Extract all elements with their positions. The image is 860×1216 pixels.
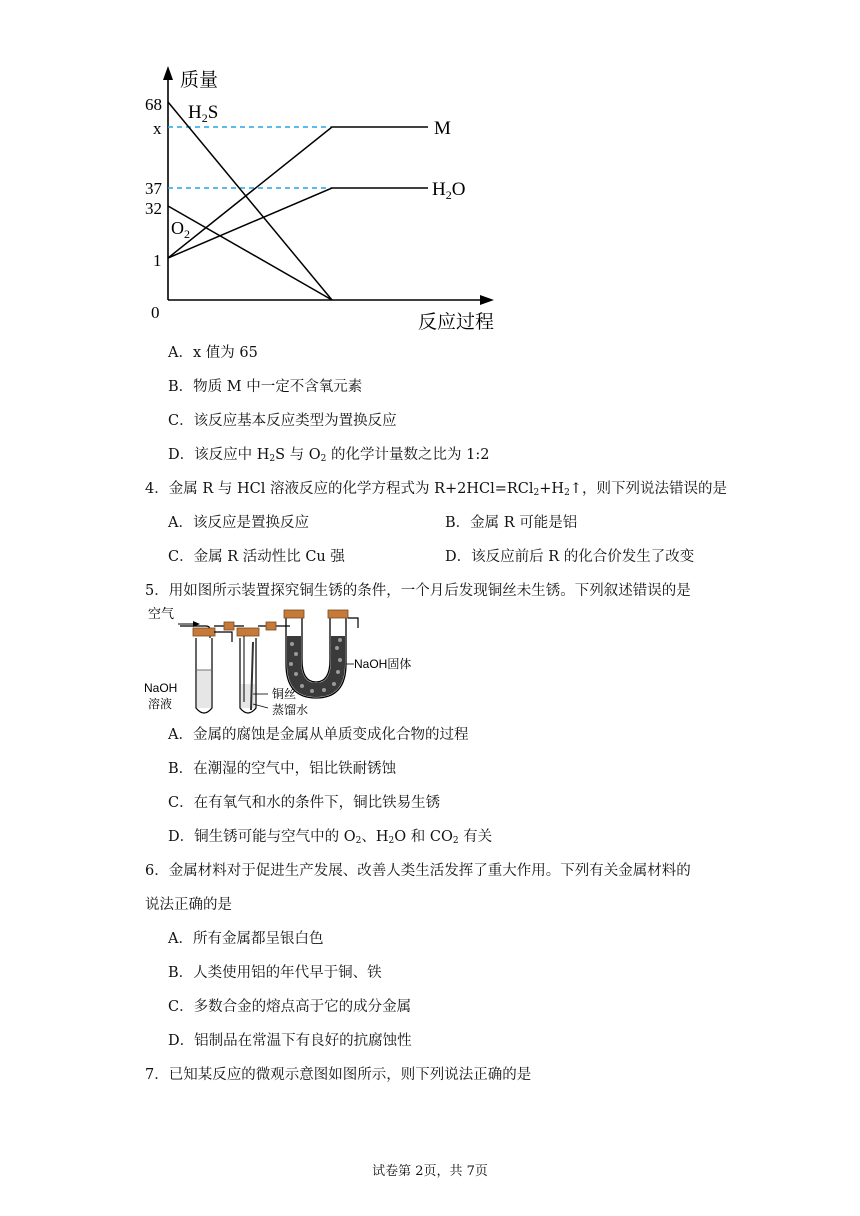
page-footer: 试卷第 2页，共 7页 bbox=[372, 1164, 488, 1179]
mass-reaction-chart bbox=[0, 0, 520, 340]
y-tick-68: 68 bbox=[145, 95, 162, 114]
y-tick-x: x bbox=[153, 119, 162, 138]
label-naoh-solution-1: NaOH bbox=[144, 681, 178, 695]
label-distilled-water: 蒸馏水 bbox=[272, 703, 309, 717]
label-naoh-solid: NaOH固体 bbox=[354, 657, 412, 671]
label-h2s: $H_2S$ bbox=[188, 102, 219, 125]
label-naoh-solution-2: 溶液 bbox=[148, 697, 173, 711]
label-air: 空气 bbox=[148, 606, 175, 621]
y-axis-arrow bbox=[163, 66, 173, 80]
q3-option-a: A．x 值为 65 bbox=[168, 345, 258, 361]
q3-option-d: D．该反应中 $H_2S$ 与 $O_2$ 的化学计量数之比为 1:2 bbox=[168, 447, 490, 464]
y-axis-title: 质量 bbox=[180, 70, 219, 91]
series-o2-line bbox=[168, 206, 332, 300]
series-h2s-line bbox=[168, 102, 332, 300]
y-tick-1: 1 bbox=[153, 251, 162, 270]
q4-option-c: C．金属 R 活动性比 Cu 强 bbox=[168, 549, 345, 565]
q6-option-b: B．人类使用铝的年代早于铜、铁 bbox=[168, 965, 382, 981]
q5-option-b: B．在潮湿的空气中，铝比铁耐锈蚀 bbox=[168, 761, 397, 777]
y-tick-37: 37 bbox=[145, 179, 162, 198]
q6-stem-line1: 6．金属材料对于促进生产发展、改善人类生活发挥了重大作用。下列有关金属材料的 bbox=[145, 863, 691, 879]
q4-stem: 4．金属 R 与 HCl 溶液反应的化学方程式为 $R+2HCl=RCl_2+H_2↑$，则下列说法错误的是 bbox=[145, 481, 727, 498]
q5-option-a: A．金属的腐蚀是金属从单质变成化合物的过程 bbox=[168, 727, 469, 743]
q7-stem: 7．已知某反应的微观示意图如图所示，则下列说法正确的是 bbox=[145, 1067, 532, 1083]
series-h2o-line bbox=[168, 188, 428, 258]
y-tick-0: 0 bbox=[151, 303, 160, 322]
q6-option-c: C．多数合金的熔点高于它的成分金属 bbox=[168, 999, 412, 1015]
q3-option-b: B．物质 M 中一定不含氧元素 bbox=[168, 379, 363, 395]
q6-option-a: A．所有金属都呈银白色 bbox=[168, 931, 324, 947]
q6-stem-line2: 说法正确的是 bbox=[145, 897, 232, 913]
q4-option-a: A．该反应是置换反应 bbox=[168, 515, 309, 531]
q4-option-b: B．金属 R 可能是铝 bbox=[445, 515, 578, 531]
q6-option-d: D．铝制品在常温下有良好的抗腐蚀性 bbox=[168, 1033, 412, 1049]
series-m-line bbox=[168, 127, 428, 258]
label-copper-wire: 铜丝 bbox=[272, 687, 297, 701]
q5-option-d: D．铜生锈可能与空气中的 $O_2$、$H_2O$ 和 $CO_2$ 有关 bbox=[168, 829, 493, 846]
label-h2o: $H_2O$ bbox=[432, 179, 466, 202]
q3-option-c: C．该反应基本反应类型为置换反应 bbox=[168, 413, 397, 429]
label-o2: $O_2$ bbox=[171, 218, 190, 241]
x-axis-arrow bbox=[480, 295, 494, 305]
y-tick-32: 32 bbox=[145, 199, 162, 218]
copper-rust-apparatus bbox=[140, 602, 460, 720]
q5-option-c: C．在有氧气和水的条件下，铜比铁易生锈 bbox=[168, 795, 441, 811]
label-m: M bbox=[434, 118, 451, 139]
x-axis-title: 反应过程 bbox=[418, 312, 495, 333]
q5-stem: 5．用如图所示装置探究铜生锈的条件，一个月后发现铜丝未生锈。下列叙述错误的是 bbox=[145, 583, 691, 599]
q4-option-d: D．该反应前后 R 的化合价发生了改变 bbox=[445, 549, 695, 565]
